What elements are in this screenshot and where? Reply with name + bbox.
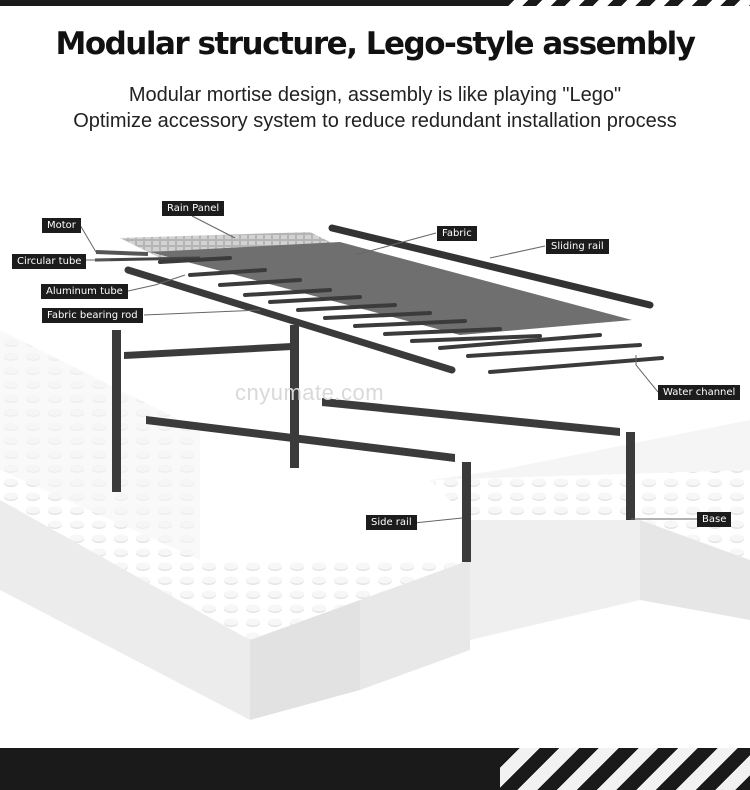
subtitle-line-1: Modular mortise design, assembly is like playing "Lego" bbox=[128, 84, 622, 106]
label-sliding-rail: Sliding rail bbox=[546, 239, 609, 254]
label-circular-tube: Circular tube bbox=[12, 254, 86, 269]
bottom-band bbox=[0, 748, 750, 790]
label-motor: Motor bbox=[42, 218, 81, 233]
label-base: Base bbox=[697, 512, 731, 527]
subtitle-line-2: Optimize accessory system to reduce redundant installation process bbox=[73, 110, 677, 132]
label-rain-panel: Rain Panel bbox=[162, 201, 224, 216]
label-water-channel: Water channel bbox=[658, 385, 740, 400]
page-title: Modular structure, Lego-style assembly bbox=[55, 26, 695, 62]
label-side-rail: Side rail bbox=[366, 515, 417, 530]
label-aluminum-tube: Aluminum tube bbox=[41, 284, 128, 299]
label-fabric-bearing-rod: Fabric bearing rod bbox=[42, 308, 143, 323]
bottom-stripes bbox=[500, 748, 750, 790]
watermark-text: cnyumate.com bbox=[235, 380, 385, 405]
label-fabric: Fabric bbox=[437, 226, 477, 241]
